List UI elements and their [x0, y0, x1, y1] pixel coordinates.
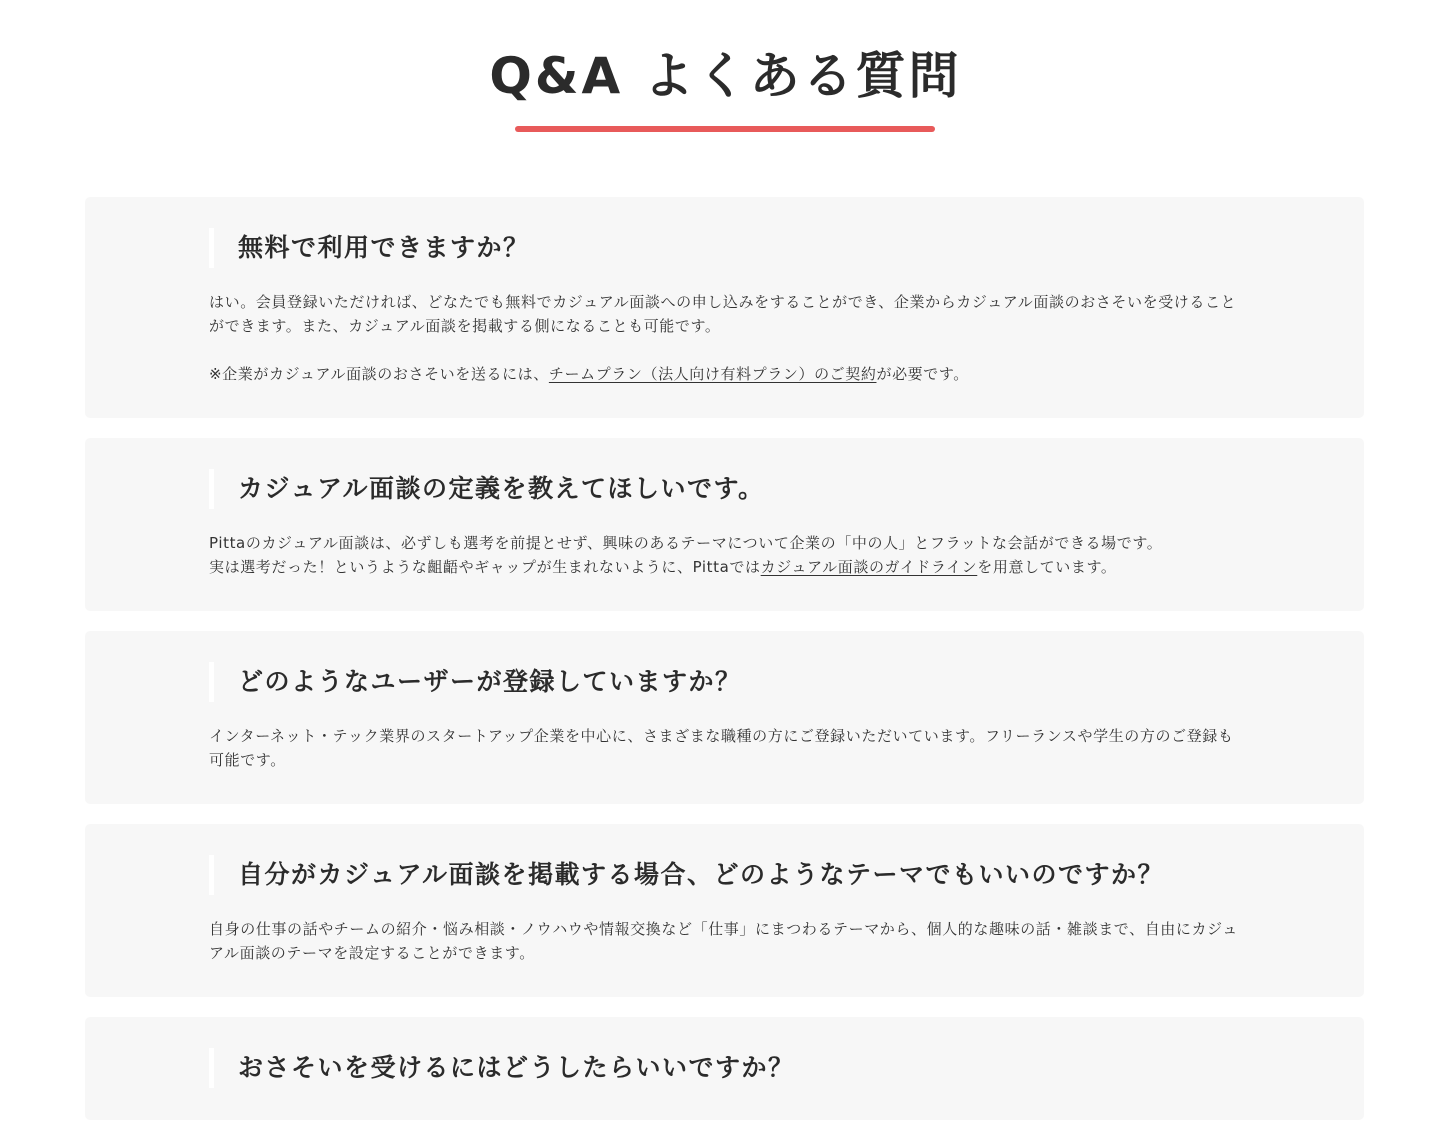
- faq-list: [85, 197, 1364, 1140]
- faq-question: 自分がカジュアル面談を掲載する場合、どのようなテーマでもいいのですか？: [209, 855, 1244, 895]
- faq-answer: [209, 724, 1244, 772]
- faq-question: どのようなユーザーが登録していますか？: [209, 662, 1244, 702]
- faq-item-free-usage: [85, 197, 1364, 418]
- page-title: Q&A よくある質問: [489, 47, 962, 105]
- faq-item-registered-users: [85, 631, 1364, 804]
- answer-text: 実は選考だった！というような齟齬やギャップが生まれないように、Pittaでは: [209, 558, 761, 576]
- answer-text: を用意しています。: [977, 558, 1117, 576]
- team-plan-contract-link[interactable]: チームプラン（法人向け有料プラン）のご契約: [548, 365, 877, 383]
- faq-answer-line: [209, 555, 1244, 579]
- faq-answer: [209, 531, 1244, 579]
- title-underline: [515, 126, 935, 132]
- faq-item-receiving-invitations: [85, 1017, 1364, 1120]
- faq-answer-line: Pittaのカジュアル面談は、必ずしも選考を前提とせず、興味のあるテーマについて企業の「中の人」とフラットな会話ができる場です。: [209, 534, 1163, 552]
- faq-answer: [209, 290, 1244, 386]
- casual-interview-guideline-link[interactable]: カジュアル面談のガイドライン: [760, 558, 978, 576]
- faq-answer-paragraph: はい。会員登録いただければ、どなたでも無料でカジュアル面談への申し込みをすることができ、企業からカジュアル面談のおさそいを受けることができます。また、カジュアル面談を掲載する側になることも可能です。: [209, 293, 1237, 335]
- faq-answer-paragraph: 自身の仕事の話やチームの紹介・悩み相談・ノウハウや情報交換など「仕事」にまつわるテーマから、個人的な趣味の話・雑談まで、自由にカジュアル面談のテーマを設定することができます。: [209, 920, 1239, 962]
- note-text: が必要です。: [876, 365, 969, 383]
- faq-answer: [209, 917, 1244, 965]
- faq-question: おさそいを受けるにはどうしたらいいですか？: [209, 1048, 1244, 1088]
- faq-question: 無料で利用できますか？: [209, 228, 1244, 268]
- faq-item-posting-themes: [85, 824, 1364, 997]
- faq-answer-note: [209, 362, 1244, 386]
- faq-item-casual-interview-definition: [85, 438, 1364, 611]
- faq-answer-paragraph: インターネット・テック業界のスタートアップ企業を中心に、さまざまな職種の方にご登録いただいています。フリーランスや学生の方のご登録も可能です。: [209, 727, 1234, 769]
- faq-question: カジュアル面談の定義を教えてほしいです。: [209, 469, 1244, 509]
- note-text: ※企業がカジュアル面談のおさそいを送るには、: [209, 365, 549, 383]
